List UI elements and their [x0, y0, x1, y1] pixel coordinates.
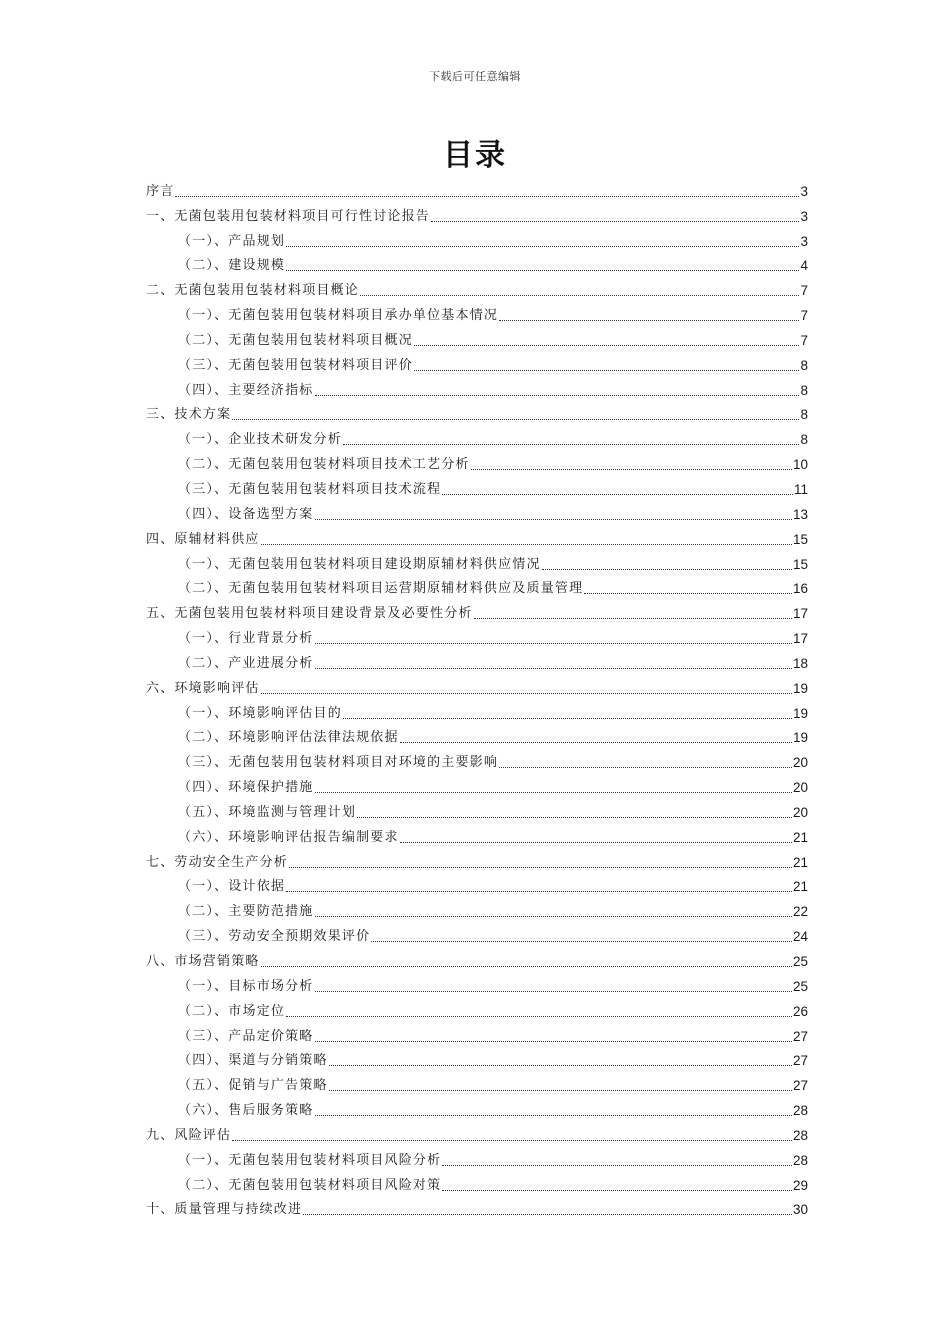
- toc-dot-leader: [584, 593, 792, 594]
- toc-entry-page-number: 13: [792, 506, 808, 522]
- toc-entry-page-number: 3: [800, 183, 808, 199]
- toc-entry-page-number: 21: [792, 854, 808, 870]
- toc-entry-label: （四）、环境保护措施: [178, 780, 314, 796]
- toc-dot-leader: [286, 1016, 792, 1017]
- toc-entry-page-number: 19: [792, 680, 808, 696]
- toc-entry-page-number: 27: [792, 1053, 808, 1069]
- toc-entry-label: （一）、产品规划: [178, 233, 286, 249]
- toc-dot-leader: [315, 668, 792, 669]
- toc-entry-page-number: 16: [792, 581, 808, 597]
- toc-dot-leader: [315, 1041, 792, 1042]
- toc-entry[interactable]: [146, 771, 808, 796]
- toc-entry-label: 十、质量管理与持续改进: [146, 1202, 303, 1218]
- toc-entry-page-number: 27: [792, 1078, 808, 1094]
- toc-dot-leader: [315, 991, 792, 992]
- toc-entry-page-number: 20: [792, 780, 808, 796]
- toc-entry[interactable]: [146, 995, 808, 1020]
- header-note: 下载后可任意编辑: [429, 70, 521, 83]
- toc-entry-page-number: 17: [792, 606, 808, 622]
- toc-entry-page-number: 15: [792, 556, 808, 572]
- toc-entry[interactable]: [146, 523, 808, 548]
- toc-entry[interactable]: [146, 1144, 808, 1169]
- toc-entry-page-number: 3: [800, 233, 808, 249]
- toc-entry-label: （六）、售后服务策略: [178, 1103, 314, 1119]
- toc-entry-label: 六、环境影响评估: [146, 680, 260, 696]
- toc-entry-page-number: 7: [800, 283, 808, 299]
- toc-entry[interactable]: [146, 473, 808, 498]
- toc-entry[interactable]: [146, 722, 808, 747]
- toc-dot-leader: [175, 196, 799, 197]
- toc-entry-page-number: 11: [793, 481, 808, 497]
- toc-entry-page-number: 19: [792, 730, 808, 746]
- toc-entry-page-number: 3: [800, 208, 808, 224]
- toc-entry-page-number: 22: [792, 904, 808, 920]
- toc-entry-label: （一）、企业技术研发分析: [178, 432, 342, 448]
- toc-entry-page-number: 28: [792, 1103, 808, 1119]
- toc-entry-label: （一）、无菌包装用包装材料项目承办单位基本情况: [178, 308, 499, 324]
- toc-dot-leader: [414, 345, 800, 346]
- toc-entry[interactable]: [146, 324, 808, 349]
- toc-entry-label: （一）、环境影响评估目的: [178, 705, 342, 721]
- toc-dot-leader: [315, 395, 800, 396]
- toc-entry-page-number: 20: [792, 804, 808, 820]
- toc-dot-leader: [286, 270, 799, 271]
- toc-entry[interactable]: [146, 374, 808, 399]
- toc-dot-leader: [499, 320, 799, 321]
- toc-entry-label: 序言: [146, 183, 175, 199]
- toc-entry-label: （二）、无菌包装用包装材料项目运营期原辅材料供应及质量管理: [178, 581, 584, 597]
- toc-entry-label: 七、劳动安全生产分析: [146, 854, 289, 870]
- toc-entry-page-number: 7: [800, 308, 808, 324]
- toc-entry-page-number: 26: [792, 1003, 808, 1019]
- toc-entry-label: （四）、渠道与分销策略: [178, 1053, 328, 1069]
- toc-entry-label: 九、风险评估: [146, 1127, 232, 1143]
- toc-entry-label: （一）、无菌包装用包装材料项目建设期原辅材料供应情况: [178, 556, 541, 572]
- toc-dot-leader: [329, 1090, 792, 1091]
- toc-dot-leader: [315, 916, 792, 917]
- toc-dot-leader: [289, 867, 792, 868]
- toc-entry-page-number: 8: [800, 357, 808, 373]
- toc-dot-leader: [261, 693, 792, 694]
- toc-entry-page-number: 24: [792, 929, 808, 945]
- toc-dot-leader: [442, 1165, 792, 1166]
- toc-entry[interactable]: [146, 1069, 808, 1094]
- toc-entry-page-number: 30: [792, 1202, 808, 1218]
- toc-entry[interactable]: [146, 448, 808, 473]
- toc-dot-leader: [315, 792, 792, 793]
- toc-entry[interactable]: [146, 945, 808, 970]
- toc-entry[interactable]: [146, 274, 808, 299]
- toc-entry-label: （一）、无菌包装用包装材料项目风险分析: [178, 1152, 442, 1168]
- toc-entry[interactable]: [146, 1119, 808, 1144]
- toc-entry[interactable]: [146, 1020, 808, 1045]
- toc-entry[interactable]: [146, 672, 808, 697]
- toc-entry-label: 四、原辅材料供应: [146, 531, 260, 547]
- toc-dot-leader: [357, 817, 792, 818]
- toc-title: 目录: [443, 138, 507, 173]
- toc-entry-page-number: 17: [792, 631, 808, 647]
- toc-dot-leader: [286, 891, 792, 892]
- toc-entry[interactable]: [146, 920, 808, 945]
- toc-entry-label: （四）、主要经济指标: [178, 382, 314, 398]
- toc-dot-leader: [232, 1140, 792, 1141]
- toc-dot-leader: [315, 1115, 792, 1116]
- toc-dot-leader: [360, 295, 799, 296]
- toc-entry-page-number: 15: [792, 531, 808, 547]
- toc-entry-page-number: 28: [792, 1152, 808, 1168]
- toc-entry-page-number: 29: [792, 1177, 808, 1193]
- toc-entry-page-number: 20: [792, 755, 808, 771]
- toc-entry-label: （一）、目标市场分析: [178, 978, 314, 994]
- toc-entry[interactable]: [146, 399, 808, 424]
- toc-entry[interactable]: [146, 1194, 808, 1219]
- toc-entry-label: 一、无菌包装用包装材料项目可行性讨论报告: [146, 208, 431, 224]
- toc-dot-leader: [442, 1190, 792, 1191]
- toc-entry-label: （二）、环境影响评估法律法规依据: [178, 730, 399, 746]
- toc-entry-page-number: 8: [800, 382, 808, 398]
- toc-entry[interactable]: [146, 1094, 808, 1119]
- toc-entry[interactable]: [146, 175, 808, 200]
- toc-entry-label: （二）、建设规模: [178, 258, 286, 274]
- toc-entry-label: （二）、市场定位: [178, 1003, 286, 1019]
- toc-entry-page-number: 7: [800, 332, 808, 348]
- toc-dot-leader: [232, 419, 799, 420]
- toc-dot-leader: [315, 643, 792, 644]
- toc-dot-leader: [542, 569, 792, 570]
- toc-dot-leader: [343, 444, 800, 445]
- toc-entry[interactable]: [146, 597, 808, 622]
- toc-entry[interactable]: [146, 423, 808, 448]
- toc-entry-page-number: 8: [800, 407, 808, 423]
- toc-entry[interactable]: [146, 846, 808, 871]
- toc-entry[interactable]: [146, 622, 808, 647]
- toc-entry-page-number: 27: [792, 1028, 808, 1044]
- toc-dot-leader: [471, 469, 792, 470]
- toc-dot-leader: [261, 544, 792, 545]
- toc-dot-leader: [400, 742, 792, 743]
- toc-entry[interactable]: [146, 796, 808, 821]
- toc-entry-label: （二）、主要防范措施: [178, 904, 314, 920]
- toc-entry[interactable]: [146, 299, 808, 324]
- toc-entry-label: （二）、产业进展分析: [178, 655, 314, 671]
- toc-entry[interactable]: [146, 647, 808, 672]
- toc-entry[interactable]: [146, 970, 808, 995]
- toc-entry[interactable]: [146, 250, 808, 275]
- toc-dot-leader: [371, 941, 792, 942]
- toc-entry[interactable]: [146, 871, 808, 896]
- toc-entry-label: （三）、无菌包装用包装材料项目评价: [178, 357, 413, 373]
- toc-entry-page-number: 4: [800, 258, 808, 274]
- toc-entry-label: （三）、无菌包装用包装材料项目技术流程: [178, 481, 442, 497]
- toc-entry-label: 五、无菌包装用包装材料项目建设背景及必要性分析: [146, 606, 473, 622]
- toc-dot-leader: [329, 1065, 792, 1066]
- toc-entry[interactable]: [146, 498, 808, 523]
- toc-dot-leader: [474, 618, 792, 619]
- toc-entry-label: 二、无菌包装用包装材料项目概论: [146, 283, 360, 299]
- toc-entry[interactable]: [146, 1045, 808, 1070]
- toc-dot-leader: [442, 494, 793, 495]
- toc-entry-page-number: 21: [792, 879, 808, 895]
- toc-entry-page-number: 21: [792, 829, 808, 845]
- toc-entry-label: （二）、无菌包装用包装材料项目技术工艺分析: [178, 457, 470, 473]
- toc-dot-leader: [261, 966, 792, 967]
- toc-entry-page-number: 10: [792, 457, 808, 473]
- toc-dot-leader: [343, 718, 792, 719]
- toc-entry-page-number: 19: [792, 705, 808, 721]
- toc-entry-label: （五）、环境监测与管理计划: [178, 804, 357, 820]
- toc-dot-leader: [499, 767, 792, 768]
- toc-dot-leader: [431, 221, 799, 222]
- toc-entry-label: （一）、设计依据: [178, 879, 286, 895]
- toc-entry[interactable]: [146, 225, 808, 250]
- toc-entry-label: （二）、无菌包装用包装材料项目概况: [178, 332, 413, 348]
- toc-dot-leader: [286, 246, 799, 247]
- table-of-contents: [146, 175, 808, 1218]
- toc-entry[interactable]: [146, 200, 808, 225]
- toc-entry-page-number: 25: [792, 954, 808, 969]
- toc-dot-leader: [414, 370, 800, 371]
- toc-entry-label: （六）、环境影响评估报告编制要求: [178, 829, 399, 845]
- toc-entry-label: 八、市场营销策略: [146, 954, 260, 969]
- toc-entry[interactable]: [146, 895, 808, 920]
- toc-entry-page-number: 18: [792, 655, 808, 671]
- toc-entry-label: （二）、无菌包装用包装材料项目风险对策: [178, 1177, 442, 1193]
- toc-entry-label: （三）、劳动安全预期效果评价: [178, 929, 371, 945]
- toc-entry-label: （四）、设备选型方案: [178, 506, 314, 522]
- toc-dot-leader: [400, 842, 792, 843]
- toc-entry-label: 三、技术方案: [146, 407, 232, 423]
- toc-entry[interactable]: [146, 697, 808, 722]
- toc-entry-page-number: 28: [792, 1127, 808, 1143]
- toc-entry-label: （三）、无菌包装用包装材料项目对环境的主要影响: [178, 755, 499, 771]
- toc-entry-label: （三）、产品定价策略: [178, 1028, 314, 1044]
- toc-dot-leader: [303, 1214, 792, 1215]
- toc-entry[interactable]: [146, 573, 808, 598]
- toc-entry-page-number: 25: [792, 978, 808, 994]
- toc-entry[interactable]: [146, 1169, 808, 1194]
- toc-entry-label: （五）、促销与广告策略: [178, 1078, 328, 1094]
- toc-entry[interactable]: [146, 349, 808, 374]
- toc-entry-label: （一）、行业背景分析: [178, 631, 314, 647]
- toc-entry[interactable]: [146, 746, 808, 771]
- toc-entry[interactable]: [146, 821, 808, 846]
- toc-dot-leader: [315, 519, 792, 520]
- toc-entry[interactable]: [146, 548, 808, 573]
- toc-entry-page-number: 8: [800, 432, 808, 448]
